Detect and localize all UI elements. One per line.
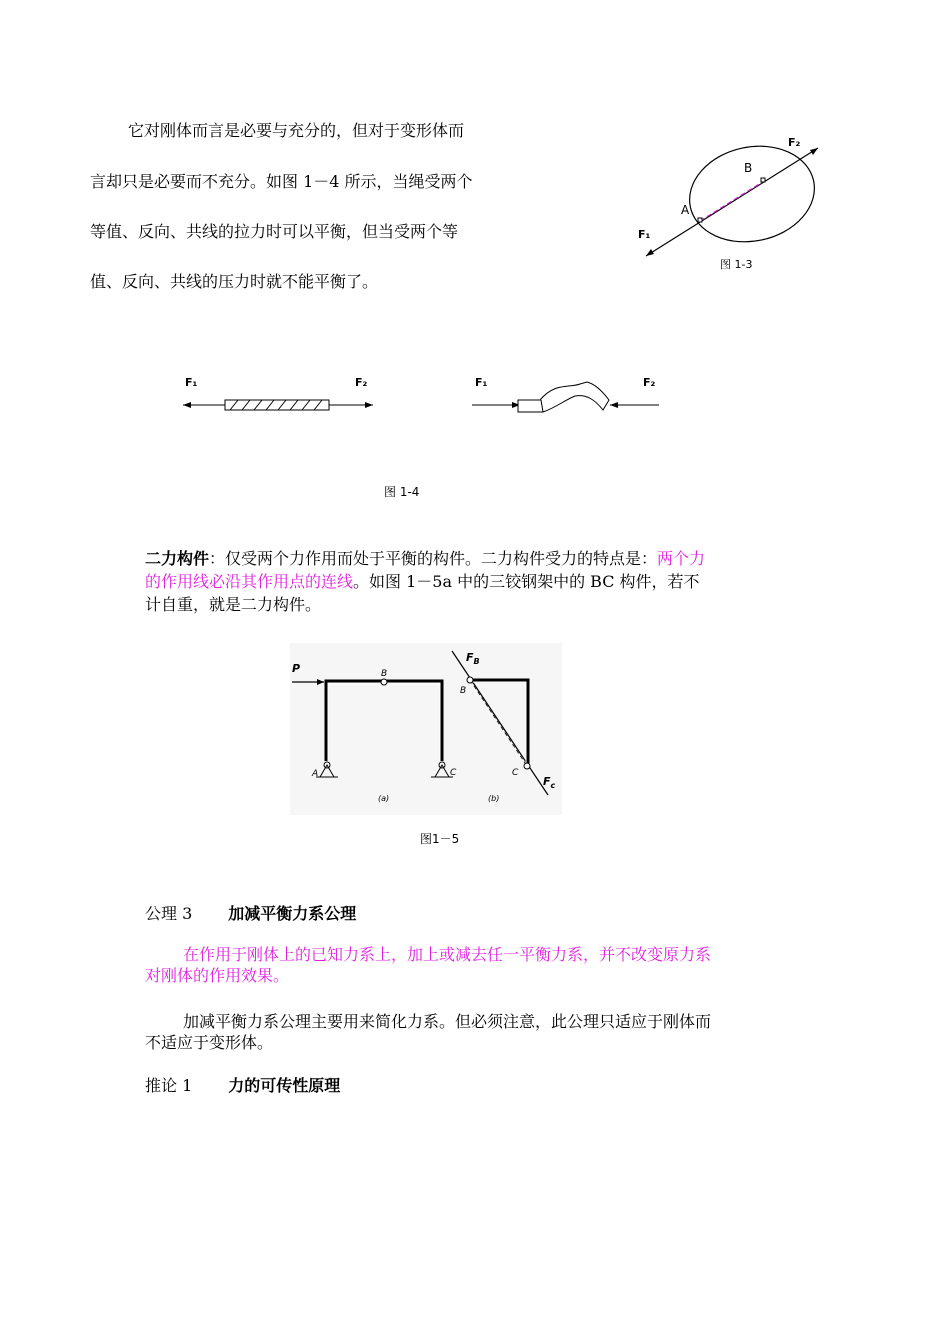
- corollary1-heading: [145, 1076, 340, 1096]
- rope-buckled: [518, 382, 609, 412]
- fig15-label-fc-sub: c: [550, 781, 556, 790]
- two-force-line-2: [145, 572, 700, 592]
- rigid-body-ellipse: [681, 135, 824, 253]
- hinge-c2: [524, 763, 530, 769]
- axiom3-number: 公理 3: [145, 904, 193, 923]
- two-force-line-3: 计自重，就是二力构件。: [145, 595, 322, 614]
- two-force-text-2: 。如图 1－5a 中的三铰钢架中的 BC 构件，若不: [353, 572, 700, 591]
- arrow-f1-icon: [646, 249, 654, 256]
- hinge-b: [381, 679, 387, 685]
- two-force-term: 二力构件: [145, 549, 210, 568]
- intro-line-4: 值、反向、共线的压力时就不能平衡了。: [90, 272, 379, 291]
- fig13-label-a: A: [681, 203, 690, 217]
- fig15-caption: 图1－5: [420, 832, 460, 846]
- fig15-label-c: C: [450, 768, 457, 778]
- fig15-label-b2: B: [460, 686, 467, 696]
- fig15-label-p: P: [292, 662, 301, 675]
- two-force-line-1: [145, 549, 705, 569]
- fig14-label-f1-right: F₁: [475, 376, 488, 389]
- fig15-label-fb-sub: B: [473, 657, 480, 666]
- figure-1-5: [290, 643, 562, 815]
- two-force-highlight-1: 两个力: [657, 549, 706, 568]
- axiom3-statement-2: 对刚体的作用效果。: [145, 966, 290, 985]
- rope-taut: [225, 400, 329, 410]
- axiom3-statement-1: 在作用于刚体上的已知力系上，加上或减去任一平衡力系，并不改变原力系: [183, 945, 712, 964]
- fig14-label-f2-right: F₂: [643, 376, 656, 389]
- figure-1-3: [630, 130, 830, 270]
- fig13-label-f2: F₂: [788, 136, 801, 149]
- hinge-b2: [467, 677, 473, 683]
- fig15-label-fc-main: F: [543, 775, 551, 788]
- figure-background: [290, 643, 562, 815]
- axiom3-note-1: 加减平衡力系公理主要用来简化力系。但必须注意，此公理只适应于刚体而: [183, 1012, 712, 1031]
- fig15-label-b: B: [381, 669, 388, 679]
- fig13-caption: 图 1-3: [720, 258, 753, 270]
- fig15-label-a-sub: (a): [378, 794, 390, 803]
- line-ab-dashed: [700, 181, 764, 221]
- point-a-marker: [698, 218, 702, 222]
- arrow-right-icon: [365, 402, 373, 408]
- intro-line-2: 言却只是必要而不充分。如图 1－4 所示，当绳受两个: [90, 172, 473, 191]
- axiom3-note-2: 不适应于变形体。: [145, 1033, 274, 1052]
- fig13-label-f1: F₁: [638, 228, 651, 241]
- corollary1-title: 力的可传性原理: [228, 1076, 341, 1095]
- force-line-f1: [646, 148, 818, 256]
- fig15-label-fb-main: F: [466, 651, 474, 664]
- arrow-f2-icon: [810, 148, 818, 155]
- fig15-label-a: A: [312, 769, 319, 779]
- figure-1-4: [175, 370, 675, 450]
- intro-line-3: 等值、反向、共线的拉力时可以平衡，但当受两个等: [90, 222, 459, 241]
- arrow-left-icon: [183, 402, 191, 408]
- fig14-caption: 图 1-4: [384, 485, 420, 499]
- corollary1-number: 推论 1: [145, 1076, 193, 1095]
- fig15-label-b-sub: (b): [488, 794, 500, 803]
- intro-line-1: 它对刚体而言是必要与充分的，但对于变形体而: [128, 121, 465, 140]
- two-force-highlight-2: 的作用线必沿其作用点的连线: [145, 572, 354, 591]
- arrow-compress-right-icon: [610, 402, 618, 408]
- point-b-marker: [761, 178, 765, 182]
- axiom3-title: 加减平衡力系公理: [228, 904, 357, 923]
- fig15-label-c2: C: [512, 768, 519, 778]
- axiom3-heading: [145, 904, 356, 924]
- fig14-label-f2-left: F₂: [355, 376, 368, 389]
- fig14-label-f1-left: F₁: [185, 376, 198, 389]
- two-force-text-1: ：仅受两个力作用而处于平衡的构件。二力构件受力的特点是：: [209, 549, 658, 568]
- fig13-label-b: B: [744, 161, 753, 175]
